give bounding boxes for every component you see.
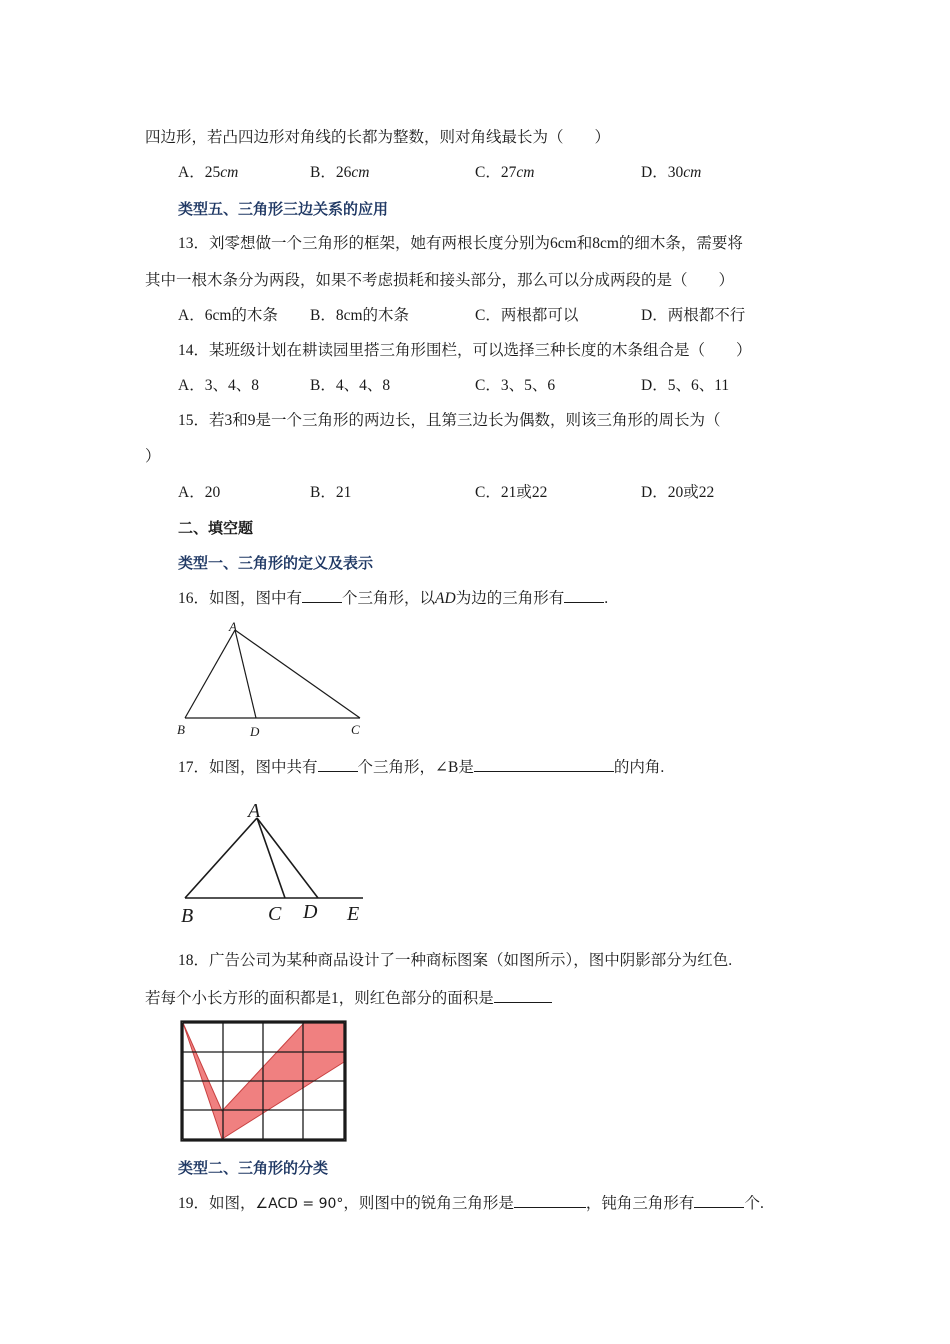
q16-label-b: B [177, 722, 185, 737]
q17-label-c: C [268, 903, 282, 925]
q17-blank-angle[interactable] [474, 757, 614, 772]
q16-blank-count[interactable] [302, 588, 342, 603]
q14-option-d[interactable]: D．5、6、11 [641, 377, 730, 394]
q18-stem-line2: 若每个小长方形的面积都是1，则红色部分的面积是 [145, 988, 552, 1009]
q17-side-ab [185, 818, 257, 898]
q16-label-c: C [351, 722, 360, 737]
q16-stem: 16．如图，图中有 个三角形，以AD为边的三角形有 . [178, 590, 609, 607]
q12-option-d[interactable]: D．30cm [641, 164, 702, 181]
q14-option-b[interactable]: B．4、4、8 [310, 377, 391, 394]
q17-label-e: E [347, 903, 360, 925]
q13-option-a[interactable]: A．6cm的木条 [178, 307, 278, 324]
q18-stem-line1: 18．广告公司为某种商品设计了一种商标图案（如图所示），图中阴影部分为红色. [178, 952, 733, 969]
q12-stem: 四边形，若凸四边形对角线的长都为整数，则对角线最长为（ ） [145, 129, 611, 146]
q17-label-b: B [181, 905, 194, 927]
q12-option-c[interactable]: C．27cm [475, 164, 535, 181]
q18-blank-area[interactable] [494, 988, 552, 1003]
q17-segment-ac [257, 818, 285, 898]
q15-stem-line1: 15．若3和9是一个三角形的两边长，且第三边长为偶数，则该三角形的周长为（ [178, 412, 721, 429]
q17-triangle-figure [175, 795, 375, 930]
q17-label-d: D [303, 901, 318, 923]
q17-label-a: A [248, 800, 261, 822]
q15-option-a[interactable]: A．20 [178, 484, 221, 501]
q12-option-a[interactable]: A．25cm [178, 164, 239, 181]
q16-label-a: A [229, 619, 237, 634]
q14-option-a[interactable]: A．3、4、8 [178, 377, 259, 394]
q17-stem: 17．如图，图中共有 个三角形，∠B是 的内角. [178, 759, 665, 776]
q15-option-d[interactable]: D．20或22 [641, 484, 715, 501]
q15-stem-line2: ） [145, 448, 161, 465]
q13-option-d[interactable]: D．两根都不行 [641, 307, 746, 324]
q19-blank-acute[interactable] [514, 1193, 586, 1208]
q15-option-c[interactable]: C．21或22 [475, 484, 548, 501]
q17-segment-ad [257, 818, 318, 898]
section-fill-in-blank: 二、填空题 [178, 519, 254, 537]
q12-option-b[interactable]: B．26cm [310, 164, 370, 181]
q16-blank-ad[interactable] [564, 588, 604, 603]
type2-heading: 类型二、三角形的分类 [178, 1159, 329, 1177]
type1-heading: 类型一、三角形的定义及表示 [178, 554, 374, 572]
q14-option-c[interactable]: C．3、5、6 [475, 377, 556, 394]
q19-stem: 19．如图，∠ACD = 90°，则图中的锐角三角形是 ，钝角三角形有 个. [178, 1195, 764, 1212]
q17-blank-count[interactable] [318, 757, 358, 772]
q16-side-ac [235, 630, 360, 718]
q13-option-c[interactable]: C．两根都可以 [475, 307, 579, 324]
q14-stem: 14．某班级计划在耕读园里搭三角形围栏，可以选择三种长度的木条组合是（ ） [178, 342, 752, 359]
q13-option-b[interactable]: B．8cm的木条 [310, 307, 410, 324]
q16-label-d: D [250, 724, 260, 739]
q16-side-ab [185, 630, 235, 718]
type5-heading: 类型五、三角形三边关系的应用 [178, 200, 389, 218]
q13-stem-line1: 13．刘零想做一个三角形的框架，她有两根长度分别为6cm和8cm的细木条，需要将 [178, 235, 743, 252]
q19-blank-obtuse[interactable] [694, 1193, 744, 1208]
q13-stem-line2: 其中一根木条分为两段，如果不考虑损耗和接头部分，那么可以分成两段的是（ ） [145, 272, 735, 289]
q15-option-b[interactable]: B．21 [310, 484, 352, 501]
q18-logo-grid-figure [181, 1021, 347, 1143]
q16-triangle-figure [170, 618, 375, 743]
